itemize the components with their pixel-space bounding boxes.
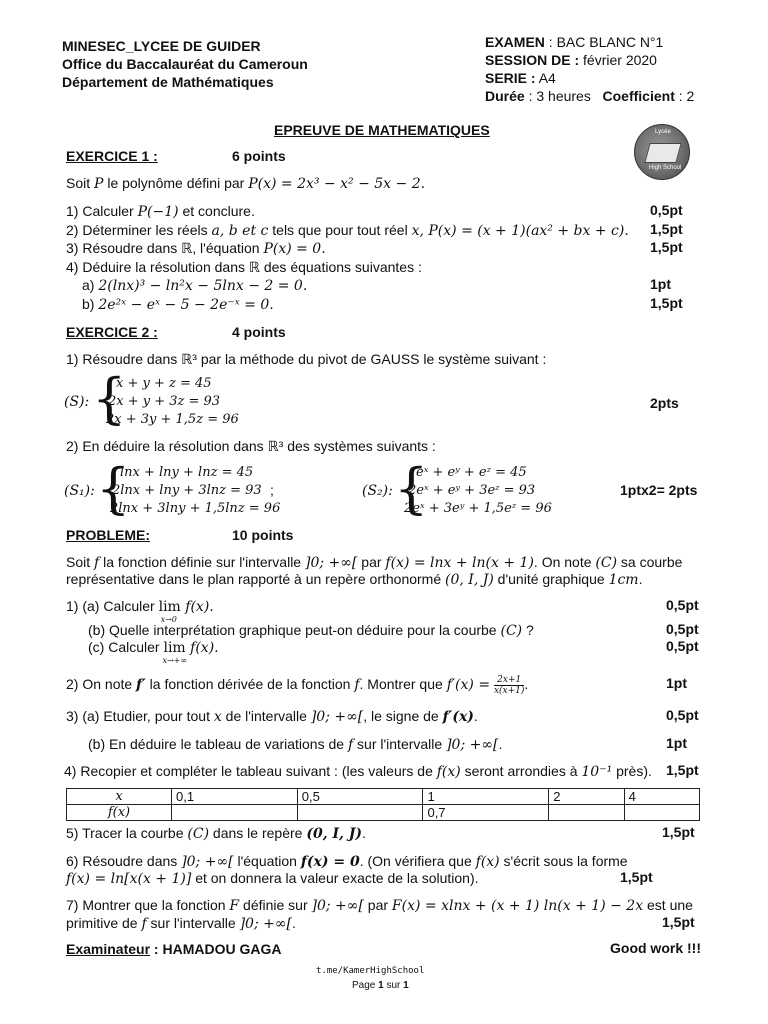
system-s1-brace: { [96,457,131,520]
prob-q1a: 1) (a) Calculer lim x→0 f(x). [66,598,214,624]
table-cell: 2 [549,789,624,805]
prob-q1c-points: 0,5pt [666,638,699,654]
ex2-q2: 2) En déduire la résolution dans ℝ³ des systèmes suivants : [66,438,436,454]
header-line-3: Département de Mathématiques [62,74,274,90]
system-s2-eq3: 2eˣ + 3eʸ + 1,5eᶻ = 96 [404,501,552,516]
prob-q5-points: 1,5pt [662,824,695,840]
logo-bottom-text: High School [649,165,682,171]
serie-value: A4 [535,70,556,86]
good-work: Good work !!! [610,940,701,956]
ex1-q1-points: 0,5pt [650,202,683,218]
system-s-brace: { [92,367,127,430]
values-table [66,788,700,821]
logo-top-text: Lycée [655,129,671,135]
ex1-q2-points: 1,5pt [650,221,683,237]
table-cell: 4 [624,789,699,805]
ex1-q4b: b) 2e²ˣ − eˣ − 5 − 2e⁻ˣ = 0. [82,296,274,313]
ex1-q2: 2) Déterminer les réels a, b et c tels que pour tout réel x, P(x) = (x + 1)(ax² + bx + c). [66,222,629,239]
ex2-points: 4 points [232,324,286,340]
system-s-eq2: 2x + y + 3z = 93 [108,394,221,409]
session-value: février 2020 [579,52,657,68]
prob-q7-points: 1,5pt [662,914,695,930]
ex1-q3: 3) Résoudre dans ℝ, l'équation P(x) = 0. [66,240,326,257]
table-row [67,805,700,821]
serie-label: SERIE : [485,70,536,86]
prob-intro-2: représentative dans le plan rapporté à un repère orthonormé (0, I, J) d'unité graphique 1cm. [66,571,643,588]
prob-q1a-points: 0,5pt [666,597,699,613]
ex2-q1: 1) Résoudre dans ℝ³ par la méthode du pivot de GAUSS le système suivant : [66,351,547,367]
header-line-2: Office du Baccalauréat du Cameroun [62,56,308,72]
table-cell: 1 [423,789,549,805]
ex1-q4a: a) 2(lnx)³ − ln²x − 5lnx − 2 = 0. [82,277,308,294]
duree-label: Durée [485,88,525,104]
header-left [62,37,308,91]
ex2-heading: EXERCICE 2 : [66,324,158,340]
system-separator: ; [270,482,274,498]
page-number: Page 1 sur 1 [352,980,409,991]
prob-q3a-points: 0,5pt [666,707,699,723]
system-s1-label: (S₁): [64,483,95,499]
prob-q1b: (b) Quelle interprétation graphique peut-on déduire pour la courbe (C) ? [88,622,534,639]
table-cell [549,805,624,821]
ex1-q4: 4) Déduire la résolution dans ℝ des équations suivantes : [66,259,422,275]
prob-q6-line2: f(x) = ln[x(x + 1)] et on donnera la valeur exacte de la solution). [66,870,479,887]
ex1-intro: Soit P le polynôme défini par P(x) = 2x³ − x² − 5x − 2. [66,175,426,192]
prob-q7: 7) Montrer que la fonction F définie sur ]0; +∞[ par F(x) = xlnx + (x + 1) ln(x + 1) − 2x est une [66,897,693,914]
system-s1-eq3: 2lnx + 3lny + 1,5lnz = 96 [110,501,281,516]
header-line-1: MINESEC_LYCEE DE GUIDER [62,38,261,54]
system-s-label: (S): [64,394,90,410]
exam-value: : BAC BLANC N°1 [544,34,664,50]
prob-q1b-points: 0,5pt [666,621,699,637]
examiner-label: Examinateur [66,941,151,957]
prob-q2: 2) On note f′ la fonction dérivée de la fonction f. Montrer que f′(x) = $\frac{2x+1}{x(x+1)}$ . [66,675,529,696]
system-s-eq1: x + y + z = 45 [116,376,212,391]
system-s1 [110,464,280,518]
table-cell: 0,1 [172,789,298,805]
ex1-heading: EXERCICE 1 : [66,148,158,164]
system-s-eq3: 2x + 3y + 1,5z = 96 [106,412,239,427]
examiner-name: : HAMADOU GAGA [150,941,282,957]
system-s2-eq2: 2eˣ + eʸ + 3eᶻ = 93 [408,483,536,498]
table-head-x: x [67,789,172,805]
prob-heading: PROBLEME: [66,527,150,543]
prob-q6: 6) Résoudre dans ]0; +∞[ l'équation f(x) = 0. (On vérifiera que f(x) s'écrit sous la forme [66,853,628,870]
examiner-line [66,940,702,958]
session-label: SESSION DE : [485,52,580,68]
prob-q3b: (b) En déduire le tableau de variations de f sur l'intervalle ]0; +∞[. [88,736,503,753]
ex1-q3-points: 1,5pt [650,239,683,255]
table-cell: 0,7 [423,805,549,821]
coef-label: Coefficient [602,88,675,104]
page-title: EPREUVE DE MATHEMATIQUES [274,122,490,138]
prob-q7-line2: primitive de f sur l'intervalle ]0; +∞[. [66,915,296,932]
ex1-q4a-points: 1pt [650,276,671,292]
ex1-q1: 1) Calculer P(−1) et conclure. [66,203,255,220]
system-s2-brace: { [394,457,429,520]
table-head-fx: f(x) [67,805,172,821]
prob-q1c: (c) Calculer lim x→+∞ f(x). [88,639,219,665]
system-s2-label: (S₂): [362,483,393,499]
prob-q5: 5) Tracer la courbe (C) dans le repère (0, I, J). [66,825,366,842]
table-cell [297,805,423,821]
ex2-q2-points: 1ptx2= 2pts [620,482,698,498]
exam-label: EXAMEN [485,34,545,50]
prob-q3a: 3) (a) Etudier, pour tout x de l'intervalle ]0; +∞[, le signe de f′(x). [66,708,478,725]
ex1-q4b-points: 1,5pt [650,295,683,311]
system-s1-eq2: 2lnx + lny + 3lnz = 93 [112,483,262,498]
prob-points: 10 points [232,527,294,543]
coef-value: : 2 [674,88,695,104]
ex2-q1-points: 2pts [650,395,679,411]
ex1-points: 6 points [232,148,286,164]
header-right [485,33,694,105]
prob-q3b-points: 1pt [666,735,687,751]
prob-intro-1: Soit f la fonction définie sur l'intervalle ]0; +∞[ par f(x) = lnx + ln(x + 1). On note (C) sa courbe [66,554,683,571]
duree-value: : 3 heures [524,88,591,104]
table-cell [624,805,699,821]
table-cell: 0,5 [297,789,423,805]
table-row [67,789,700,805]
prob-q4: 4) Recopier et compléter le tableau suivant : (les valeurs de f(x) seront arrondies à 10⁻¹ près). [64,763,652,780]
system-s2 [404,464,552,518]
system-s [106,375,239,429]
telegram-link[interactable]: t.me/KamerHighSchool [316,966,425,976]
prob-q2-points: 1pt [666,675,687,691]
prob-q6-points: 1,5pt [620,869,653,885]
table-cell [172,805,298,821]
system-s1-eq1: lnx + lny + lnz = 45 [120,465,254,480]
prob-q4-points: 1,5pt [666,762,699,778]
system-s2-eq1: eˣ + eʸ + eᶻ = 45 [416,465,527,480]
